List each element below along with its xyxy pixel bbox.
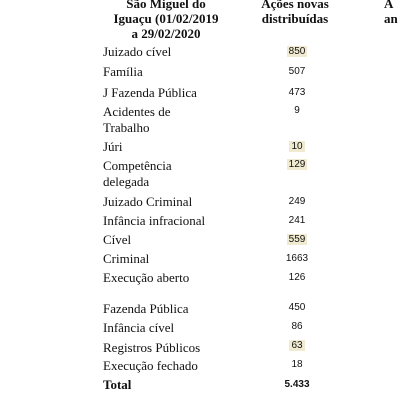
row-value: 18: [291, 359, 303, 370]
row-value: 126: [288, 272, 306, 283]
row-label-multiline: [103, 158, 172, 190]
row-label-multiline: [103, 104, 171, 136]
row-value-text: 850: [288, 46, 306, 57]
actions-header-line-1: Ações novas: [261, 0, 329, 11]
row-label: Juizado cível: [103, 44, 172, 59]
total-label: Total: [103, 377, 132, 392]
row-label: Juizado Criminal: [103, 194, 193, 209]
row-label: Fazenda Pública: [103, 301, 189, 316]
row-label-line: Competência: [103, 158, 172, 173]
row-label: Família: [103, 64, 143, 79]
cut-header-line-1: A: [384, 0, 394, 11]
row-label: Registros Públicos: [103, 340, 201, 355]
row-label-line: Trabalho: [103, 120, 150, 135]
court-header-line-3: a 29/02/2020: [131, 26, 201, 41]
cut-header-line-2: an: [384, 11, 398, 26]
row-value: [280, 339, 314, 352]
row-value-text: 129: [288, 159, 306, 170]
row-value: 249: [288, 196, 306, 207]
row-value: [280, 45, 314, 58]
row-value: 473: [288, 87, 306, 98]
row-label: Execução aberto: [103, 270, 190, 285]
row-label: J Fazenda Pública: [103, 85, 197, 100]
row-value: [280, 233, 314, 246]
row-label: Cível: [103, 232, 132, 247]
row-value: 241: [288, 215, 306, 226]
row-value: 1663: [285, 253, 309, 264]
total-value: 5.433: [284, 379, 310, 390]
row-value: 507: [288, 66, 306, 77]
row-label: Infância cível: [103, 320, 175, 335]
row-label: Infância infracional: [103, 213, 206, 228]
actions-header-line-2: distribuídas: [261, 11, 329, 26]
new-actions-header: [250, 0, 340, 26]
row-label: Criminal: [103, 251, 150, 266]
row-value: [280, 140, 314, 153]
row-label-line: Acidentes de: [103, 104, 171, 119]
row-label: Execução fechado: [103, 358, 198, 373]
row-value: 86: [291, 321, 303, 332]
row-label-line: delegada: [103, 174, 150, 189]
row-value: 9: [294, 105, 300, 116]
cut-off-header: [384, 0, 400, 26]
row-label: Júri: [103, 139, 123, 154]
court-header-line-1: São Miguel do: [126, 0, 206, 11]
row-value-text: 559: [288, 234, 306, 245]
row-value-text: 10: [291, 141, 303, 152]
row-value: 450: [288, 302, 306, 313]
court-period-header: [96, 0, 236, 41]
row-value: [280, 158, 314, 171]
row-value-text: 63: [291, 340, 303, 351]
court-header-line-2: Iguaçu (01/02/2019: [113, 11, 219, 26]
